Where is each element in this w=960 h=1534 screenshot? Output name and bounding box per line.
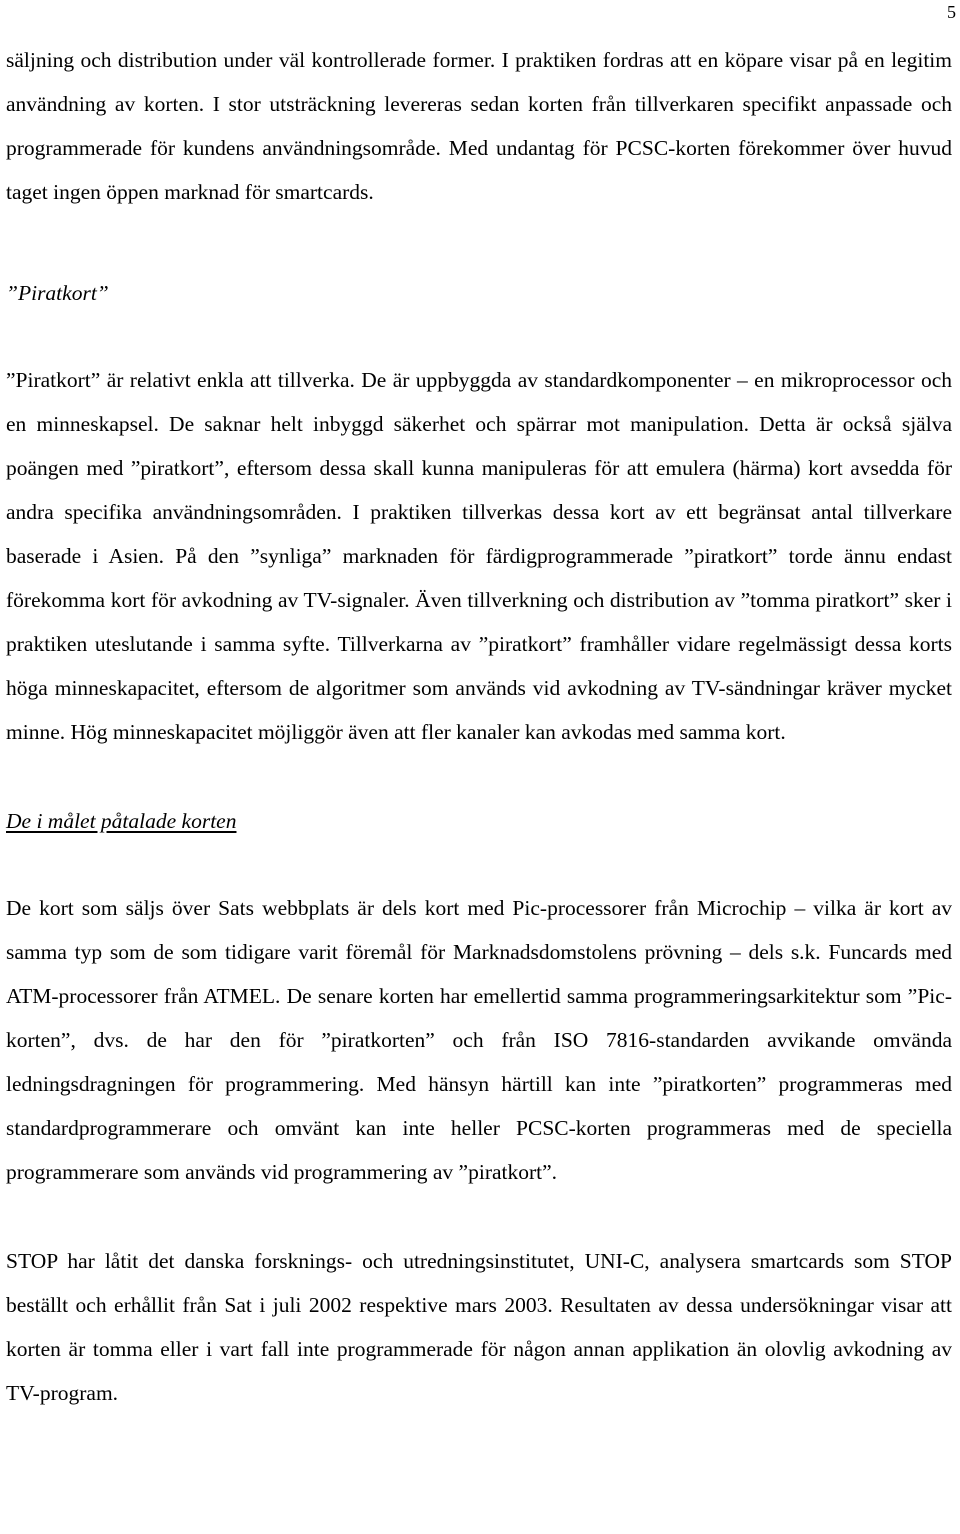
stop-analysis-paragraph: STOP har låtit det danska forsknings- och utredningsinstitutet, UNI-C, analysera smartcards som STOP beställt och erhållit från Sat i juli 2002 respektive mars 2003. Resultaten av dessa undersökningar visar att korten är tomma eller i vart fall inte programmerade för någon annan applikation än olovlig avkodning av TV-program. [6, 1249, 952, 1405]
document-body [6, 38, 952, 1415]
intro-paragraph: säljning och distribution under väl kontrollerade former. I praktiken fordras att en köpare visar på en legitim användning av korten. I stor utsträckning levereras sedan korten från tillverkaren specifikt anpassade och programmerade för kundens användningsområde. Med undantag för PCSC-korten förekommer över huvud taget ingen öppen marknad för smartcards. [6, 48, 952, 204]
section-heading-patalade-korten: De i målet påtalade korten [6, 809, 237, 833]
page-number: 5 [947, 2, 956, 22]
piratkort-paragraph: ”Piratkort” är relativt enkla att tillverka. De är uppbyggda av standardkomponenter – en mikroprocessor och en minneskapsel. De saknar helt inbyggd säkerhet och spärrar mot manipulation. Detta är också själva poängen med ”piratkort”, eftersom dessa skall kunna manipuleras för att emulera (härma) kort avsedda för andra specifika användningsområden. I praktiken tillverkas dessa kort av ett begränsat antal tillverkare baserade i Asien. På den ”synliga” marknaden för färdigprogrammerade ”piratkort” torde ännu endast förekomma kort för avkodning av TV-signaler. Även tillverkning och distribution av ”tomma piratkort” sker i praktiken uteslutande i samma syfte. Tillverkarna av ”piratkort” framhåller vidare regelmässigt dessa korts höga minneskapacitet, eftersom de algoritmer som används vid avkodning av TV-sändningar kräver mycket minne. Hög minneskapacitet möjliggör även att fler kanaler kan avkodas med samma kort. [6, 368, 952, 744]
patalade-korten-paragraph: De kort som säljs över Sats webbplats är dels kort med Pic-processorer från Microchip – vilka är kort av samma typ som de som tidigare varit föremål för Marknadsdomstolens prövning – dels s.k. Funcards med ATM-processorer från ATMEL. De senare korten har emellertid samma programmeringsarkitektur som ”Pic-korten”, dvs. de har den för ”piratkorten” och från ISO 7816-standarden avvikande omvända ledningsdragningen för programmering. Med hänsyn härtill kan inte ”piratkorten” programmeras med standardprogrammerare och omvänt kan inte heller PCSC-korten programmeras med de speciella programmerare som används vid programmering av ”piratkort”. [6, 896, 952, 1184]
section-heading-piratkort: ”Piratkort” [6, 281, 109, 305]
